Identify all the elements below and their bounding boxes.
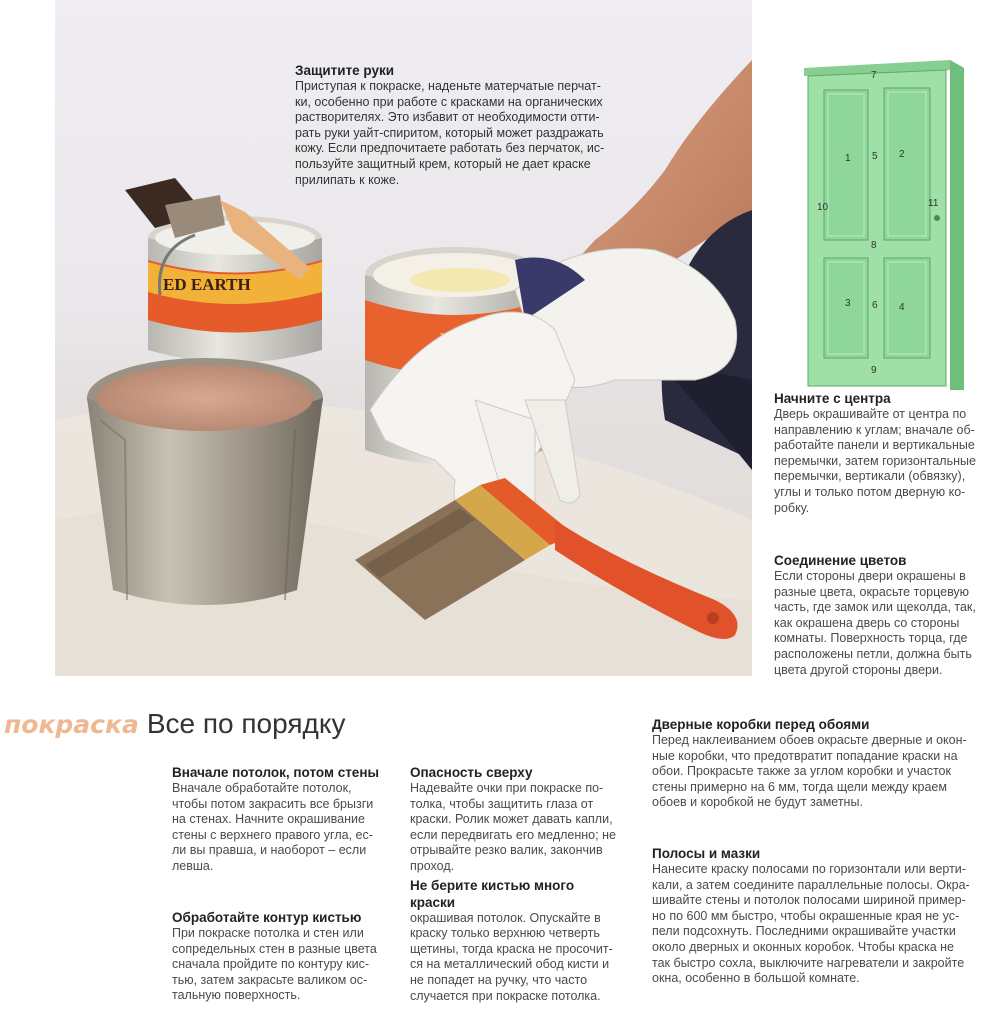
contour-line: сначала пройдите по контуру кис-: [172, 957, 369, 972]
door-diagram: [800, 60, 970, 390]
door-label-1: 1: [845, 153, 851, 164]
contour-title: Обработайте контур кистью: [172, 910, 362, 925]
start-center-line: Дверь окрашивайте от центра по: [774, 407, 967, 421]
protect-hands-line: растворителях. Это избавит от необходимости отти-: [295, 110, 600, 125]
start-center-line: перемычки, затем горизонтальные: [774, 453, 976, 468]
contour-line: тальную поверхность.: [172, 988, 301, 1003]
danger-above-line: отрывайте резко валик, закончив: [410, 843, 603, 858]
stripes-line: но по 600 мм быстро, чтобы окрашенные края не ус-: [652, 908, 960, 923]
danger-above-line: если передвигать его медленно; не: [410, 827, 616, 842]
stripes-line: окна, особенно в большой комнате.: [652, 971, 860, 986]
contour-block: [172, 909, 387, 1004]
door-frames-title: Дверные коробки перед обоями: [652, 717, 870, 732]
color-join-line: цвета другой стороны двери.: [774, 662, 943, 677]
ceiling-first-block: [172, 764, 387, 875]
stripes-title: Полосы и мазки: [652, 846, 761, 861]
ceiling-first-line: Вначале обработайте потолок,: [172, 781, 352, 795]
stripes-line: около дверных и оконных коробок. Чтобы краска не: [652, 939, 955, 954]
protect-hands-line: ки, особенно при работе с красками на органических: [295, 94, 603, 109]
color-join-line: как окрашена дверь со стороны: [774, 615, 960, 630]
contour-line: сопредельных стен в разные цвета: [172, 941, 377, 956]
door-frames-line: Перед наклеиванием обоев окрасьте дверные и окон-: [652, 733, 967, 747]
door-label-10: 10: [817, 202, 829, 213]
brush-paint-line: щетины, тогда краска не просочит-: [410, 941, 613, 956]
section-keyword: покраска: [4, 710, 139, 739]
brush-paint-line: окрашивая потолок. Опускайте в: [410, 910, 601, 925]
door-frames-line: ные коробки, что предотвратит попадание краски на: [652, 748, 958, 763]
start-center-line: робку.: [774, 500, 810, 515]
color-join-block: [774, 552, 984, 678]
protect-hands-line: прилипать к коже.: [295, 172, 400, 187]
ceiling-first-line: ли вы правша, и наоборот – если: [172, 843, 367, 858]
door-label-5: 5: [872, 151, 878, 162]
brush-paint-title: Не берите кистью много краски: [410, 877, 575, 910]
stripes-line: шивайте стены и потолок полосами шириной пример-: [652, 893, 966, 908]
door-frames-line: обои. Прокрасьте также за углом коробки и участок: [652, 764, 951, 779]
stripes-line: так быстро сохла, выключите нагреватели и закройте: [652, 955, 965, 970]
can-label-left: ED EARTH: [163, 275, 251, 294]
start-center-line: углы и только потом дверную ко-: [774, 484, 966, 499]
start-center-line: направлению к углам; вначале об-: [774, 422, 975, 437]
door-label-7: 7: [871, 70, 877, 81]
protect-hands-line: Приступая к покраске, наденьте матерчатые перчат-: [295, 79, 601, 93]
brush-paint-line: ся на металлический обод кисти и: [410, 957, 610, 972]
section-heading: [4, 708, 345, 740]
danger-above-line: проход.: [410, 858, 455, 873]
danger-above-title: Опасность сверху: [410, 765, 533, 780]
ceiling-first-line: левша.: [172, 858, 214, 873]
brush-paint-line: краску только верхнюю четверть: [410, 926, 600, 941]
protect-hands-line: пользуйте защитный крем, который не дает краске: [295, 156, 591, 171]
brush-paint-line: случается при покраске потолка.: [410, 988, 601, 1003]
stripes-block: [652, 845, 982, 987]
door-label-4: 4: [899, 302, 905, 313]
danger-above-line: Надевайте очки при покраске по-: [410, 781, 604, 795]
stripes-line: Нанесите краску полосами по горизонтали или верти-: [652, 862, 966, 876]
color-join-line: комнаты. Поверхность торца, где: [774, 631, 968, 646]
protect-hands-title: Защитите руки: [295, 63, 395, 78]
danger-above-line: краски. Ролик может давать капли,: [410, 812, 613, 827]
door-label-6: 6: [872, 300, 878, 311]
door-frames-line: обоев и коробкой не будут заметны.: [652, 795, 863, 810]
color-join-title: Соединение цветов: [774, 553, 907, 568]
ceiling-first-line: на стенах. Начните окрашивание: [172, 812, 365, 827]
start-center-line: работайте панели и вертикальные: [774, 438, 975, 453]
door-label-11: 11: [928, 198, 939, 209]
color-join-line: разные цвета, окрасьте торцевую: [774, 584, 970, 599]
ceiling-first-line: стены с верхнего правого угла, ес-: [172, 827, 373, 842]
door-frames-line: стены примерно на 6 мм, тогда щели между краем: [652, 779, 947, 794]
danger-above-block: [410, 764, 620, 1004]
protect-hands-line: кожу. Если предпочитаете работать без перчаток, ис-: [295, 141, 605, 156]
door-frames-block: [652, 716, 982, 811]
color-join-line: расположены петли, должна быть: [774, 646, 972, 661]
contour-line: При покраске потолка и стен или: [172, 926, 364, 940]
door-label-8: 8: [871, 240, 877, 251]
start-center-title: Начните с центра: [774, 391, 891, 406]
color-join-line: Если стороны двери окрашены в: [774, 569, 966, 583]
section-title: Все по порядку: [146, 708, 346, 739]
door-label-2: 2: [899, 149, 905, 160]
danger-above-line: толка, чтобы защитить глаза от: [410, 796, 594, 811]
protect-hands-line: рать руки уайт-спиритом, который может раздражать: [295, 125, 604, 140]
door-illustration: [800, 60, 970, 390]
start-center-block: [774, 390, 984, 516]
contour-line: тью, затем закрасьте валиком ос-: [172, 972, 368, 987]
protect-hands-block: [295, 62, 640, 188]
ceiling-first-title: Вначале потолок, потом стены: [172, 765, 380, 780]
color-join-line: часть, где замок или щеколда, так,: [774, 600, 976, 615]
stripes-line: кали, а затем соедините параллельные полосы. Окра-: [652, 877, 970, 892]
stripes-line: пели подсохнуть. Последними окрашивайте участки: [652, 924, 956, 939]
brush-paint-line: не попадет на ручку, что часто: [410, 972, 588, 987]
door-label-3: 3: [845, 298, 851, 309]
start-center-line: перемычки, вертикали (обвязку),: [774, 469, 966, 484]
ceiling-first-line: чтобы потом закрасить все брызги: [172, 796, 374, 811]
door-label-9: 9: [871, 365, 877, 376]
